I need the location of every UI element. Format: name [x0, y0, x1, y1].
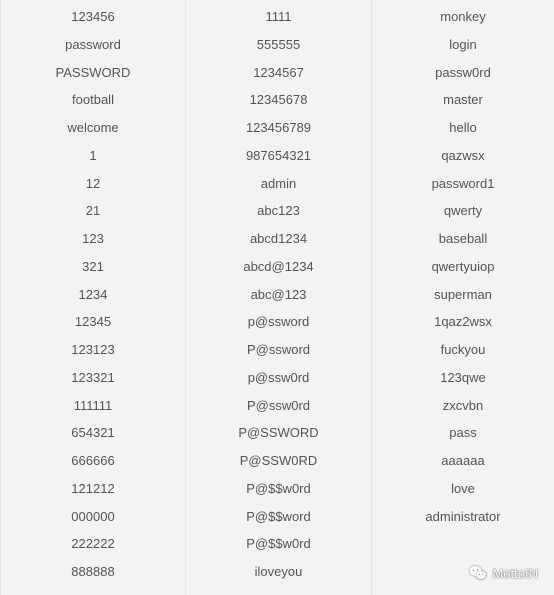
table-cell: admin	[260, 175, 297, 191]
table-cell: P@SSWORD	[238, 425, 319, 441]
table-cell: 12345	[74, 314, 112, 330]
table-cell: password1	[431, 175, 495, 191]
table-cell: 12345678	[249, 92, 308, 108]
table-cell: 888888	[71, 564, 115, 579]
table-cell: 123321	[71, 369, 115, 385]
table-cell: hello	[449, 120, 477, 135]
table-cell: monkey	[440, 9, 486, 24]
table-cell: PASSWORD	[55, 64, 131, 80]
table-cell: P@$$w0rd	[246, 536, 311, 552]
table-cell: 987654321	[245, 147, 312, 163]
wechat-icon	[469, 565, 487, 581]
table-cell: iloveyou	[254, 564, 303, 579]
table-cell: 111111	[73, 397, 113, 413]
table-cell: p@ssw0rd	[247, 369, 310, 385]
table-cell: qazwsx	[441, 147, 485, 163]
table-cell: 1qaz2wsx	[434, 314, 492, 330]
table-cell: 123	[82, 231, 104, 246]
table-cell: abcd@1234	[243, 258, 314, 274]
table-cell: 555555	[256, 36, 301, 52]
table-cell: baseball	[438, 231, 488, 246]
table-cell: 654321	[71, 425, 115, 441]
table-cell: qwerty	[443, 203, 483, 219]
table-cell: abc123	[257, 203, 300, 219]
table-cell: qwertyuiop	[431, 258, 495, 274]
table-cell: zxcvbn	[442, 397, 484, 413]
table-cell: 222222	[71, 536, 115, 552]
table-cell: 666666	[71, 453, 115, 468]
watermark-text: MottoIN	[492, 565, 538, 581]
table-cell: superman	[434, 286, 492, 302]
column-1	[1, 0, 186, 595]
table-cell: aaaaaa	[441, 453, 485, 468]
table-cell: 1111	[265, 9, 292, 24]
table-cell: 121212	[71, 480, 115, 496]
table-cell: P@$$word	[246, 508, 311, 524]
table-cell: P@ssword	[246, 342, 311, 357]
table-cell: 1	[89, 147, 97, 163]
table-cell: 000000	[71, 508, 115, 524]
table-cell: p@ssword	[247, 314, 310, 330]
table-cell: P@$$w0rd	[246, 480, 311, 496]
table-cell: password	[65, 36, 121, 52]
watermark	[469, 565, 538, 581]
table-cell: pass	[449, 425, 477, 441]
table-cell: 1234	[78, 286, 108, 302]
table-cell: 123123	[71, 342, 115, 357]
table-cell: fuckyou	[440, 342, 486, 357]
table-cell: 123qwe	[440, 369, 486, 385]
table-cell: P@ssw0rd	[246, 397, 311, 413]
table-cell: 321	[82, 258, 104, 274]
table-cell: abcd1234	[249, 231, 308, 246]
table-cell: welcome	[67, 120, 119, 135]
table-cell: master	[443, 92, 483, 108]
table-cell: 12	[85, 175, 101, 191]
column-3	[372, 0, 554, 595]
table-cell: 21	[85, 203, 101, 219]
table-cell: 1234567	[253, 64, 304, 80]
table-cell: 123456789	[245, 120, 312, 135]
table-cell: 123456	[71, 9, 115, 24]
column-2	[186, 0, 372, 595]
table-cell: administrator	[425, 508, 501, 524]
table-cell: abc@123	[250, 286, 307, 302]
table-cell: love	[451, 480, 475, 496]
table-cell: passw0rd	[435, 64, 491, 80]
table-cell: login	[449, 36, 477, 52]
table-cell: P@SSW0RD	[239, 453, 318, 468]
table-cell: football	[72, 92, 114, 108]
